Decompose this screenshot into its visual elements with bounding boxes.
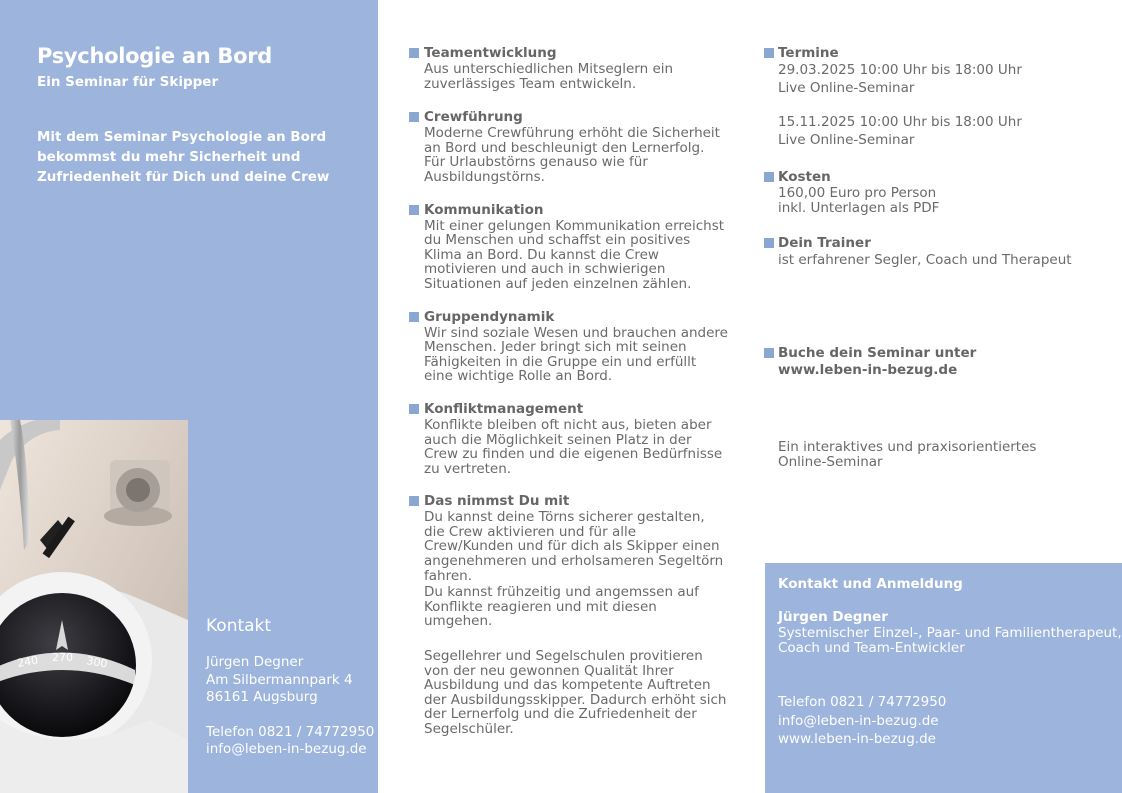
topic-title: Teamentwicklung: [424, 45, 557, 61]
topic-text: Mit einer gelungen Kommunikation erreichst du Menschen und schaffst ein positives Klima an Bord. Du kannst die Crew motivieren und auch in schwierigen Situationen auf jeden einzelnen zählen.: [424, 217, 725, 292]
trainer-title: Dein Trainer: [778, 235, 871, 252]
topic-item: [409, 109, 729, 184]
seminar-note: Ein interaktives und praxisorientiertes Online-Seminar: [778, 439, 1037, 470]
termine-date-2: 15.11.2025 10:00 Uhr bis 18:00 Uhr: [778, 114, 1022, 130]
booking-title: Buche dein Seminar unter: [778, 345, 977, 361]
trainer-text: ist erfahrener Segler, Coach und Therapeut: [778, 252, 1072, 269]
termine-section: [764, 45, 1094, 149]
topic-text: Konflikte bleiben oft nicht aus, bieten aber auch die Möglichkeit seinen Platz in der Crew zu finden und die eigenen Bedürfnisse zu vertreten.: [424, 416, 723, 477]
page-title: Psychologie an Bord: [37, 44, 273, 68]
topic-text: Du kannst deine Törns sicherer gestalten, die Crew aktivieren und für alle Crew/Kunden und für dich als Skipper einen angenehmeren und erholsameren Segeltörn fahren.: [424, 509, 724, 584]
contact-box-heading: Kontakt und Anmeldung: [778, 576, 963, 592]
topics-column: [409, 45, 729, 737]
contact-heading: Kontakt: [206, 616, 272, 636]
termine-title: Termine: [778, 45, 839, 61]
bullet-square-icon: [409, 496, 419, 506]
kosten-section: [764, 169, 1094, 215]
contact-street: Am Silbermannpark 4: [206, 671, 353, 688]
contact-box-role: Systemischer Einzel-, Paar- und Familientherapeut, Coach und Team-Entwickler: [778, 625, 1122, 656]
bullet-square-icon: [409, 205, 419, 215]
termine-format-2: Live Online-Seminar: [778, 131, 915, 148]
topic-item: [409, 493, 729, 629]
termine-format-1: Live Online-Seminar: [778, 79, 915, 96]
contact-phone: Telefon 0821 / 74772950: [206, 723, 375, 740]
topic-text: Aus unterschiedlichen Mitseglern ein zuverlässiges Team entwickeln.: [424, 61, 674, 92]
left-panel: [0, 0, 378, 793]
compass-tick-270: 270: [52, 651, 73, 664]
compass-photo-illustration: [0, 420, 188, 793]
topic-title: Konfliktmanagement: [424, 400, 584, 417]
booking-url[interactable]: www.leben-in-bezug.de: [778, 362, 958, 378]
contact-city: 86161 Augsburg: [206, 689, 318, 705]
closing-text: Segellehrer und Segelschulen provitieren von der neu gewonnen Qualität Ihrer Ausbildung und das kompetente Auftreten der Ausbildungsskipper. Dadurch erhöht sich der Lernerfolg und die Zufriedenheit der Segelschüler.: [424, 648, 727, 737]
bullet-square-icon: [764, 238, 774, 248]
topic-title: Kommunikation: [424, 201, 544, 218]
intro-text: Mit dem Seminar Psychologie an Bord bekommst du mehr Sicherheit und Zufriedenheit für Dich und deine Crew: [37, 129, 330, 185]
topic-title: Das nimmst Du mit: [424, 493, 570, 510]
topic-text-extra: Du kannst frühzeitig und angemssen auf Konflikte reagieren und mit diesen umgehen.: [424, 584, 699, 630]
kosten-title: Kosten: [778, 169, 831, 185]
topic-item: [409, 45, 729, 91]
booking-section: [764, 345, 1094, 379]
topic-item: [409, 309, 729, 384]
contact-box-email[interactable]: info@leben-in-bezug.de: [778, 712, 939, 729]
compass-tick-240: 240: [16, 653, 40, 670]
kosten-note: inkl. Unterlagen als PDF: [778, 199, 940, 216]
bullet-square-icon: [764, 172, 774, 182]
contact-block-left: [206, 616, 374, 759]
contact-box-phone: Telefon 0821 / 74772950: [778, 694, 947, 711]
topic-item: [409, 202, 729, 292]
bullet-square-icon: [409, 48, 419, 58]
contact-box-right: [765, 563, 1122, 793]
bullet-square-icon: [409, 112, 419, 122]
info-column: [764, 45, 1094, 270]
topic-text: Wir sind soziale Wesen und brauchen andere Menschen. Jeder bringt sich mit seinen Fähigkeiten in die Gruppe ein und erfüllt eine wichtige Rolle an Bord.: [424, 324, 728, 385]
contact-box-web[interactable]: www.leben-in-bezug.de: [778, 731, 936, 748]
trainer-section: [764, 235, 1094, 270]
bullet-square-icon: [409, 404, 419, 414]
topic-text: Moderne Crewführung erhöht die Sicherheit an Bord und beschleunigt den Lernerfolg. Für Urlaubstörns genauso wie für Ausbildungstörns.: [424, 125, 720, 185]
contact-name: Jürgen Degner: [206, 654, 304, 670]
contact-email[interactable]: info@leben-in-bezug.de: [206, 741, 367, 757]
contact-box-name: Jürgen Degner: [778, 609, 888, 625]
compass-photo: [0, 420, 188, 793]
topic-title: Gruppendynamik: [424, 308, 555, 325]
termine-date-1: 29.03.2025 10:00 Uhr bis 18:00 Uhr: [778, 62, 1022, 78]
topic-title: Crewführung: [424, 109, 523, 126]
topic-item: [409, 401, 729, 476]
compass-tick-300: 300: [85, 654, 109, 671]
kosten-price: 160,00 Euro pro Person: [778, 185, 937, 201]
bullet-square-icon: [764, 348, 774, 358]
page-subtitle: Ein Seminar für Skipper: [37, 74, 219, 90]
bullet-square-icon: [764, 48, 774, 58]
bullet-square-icon: [409, 312, 419, 322]
